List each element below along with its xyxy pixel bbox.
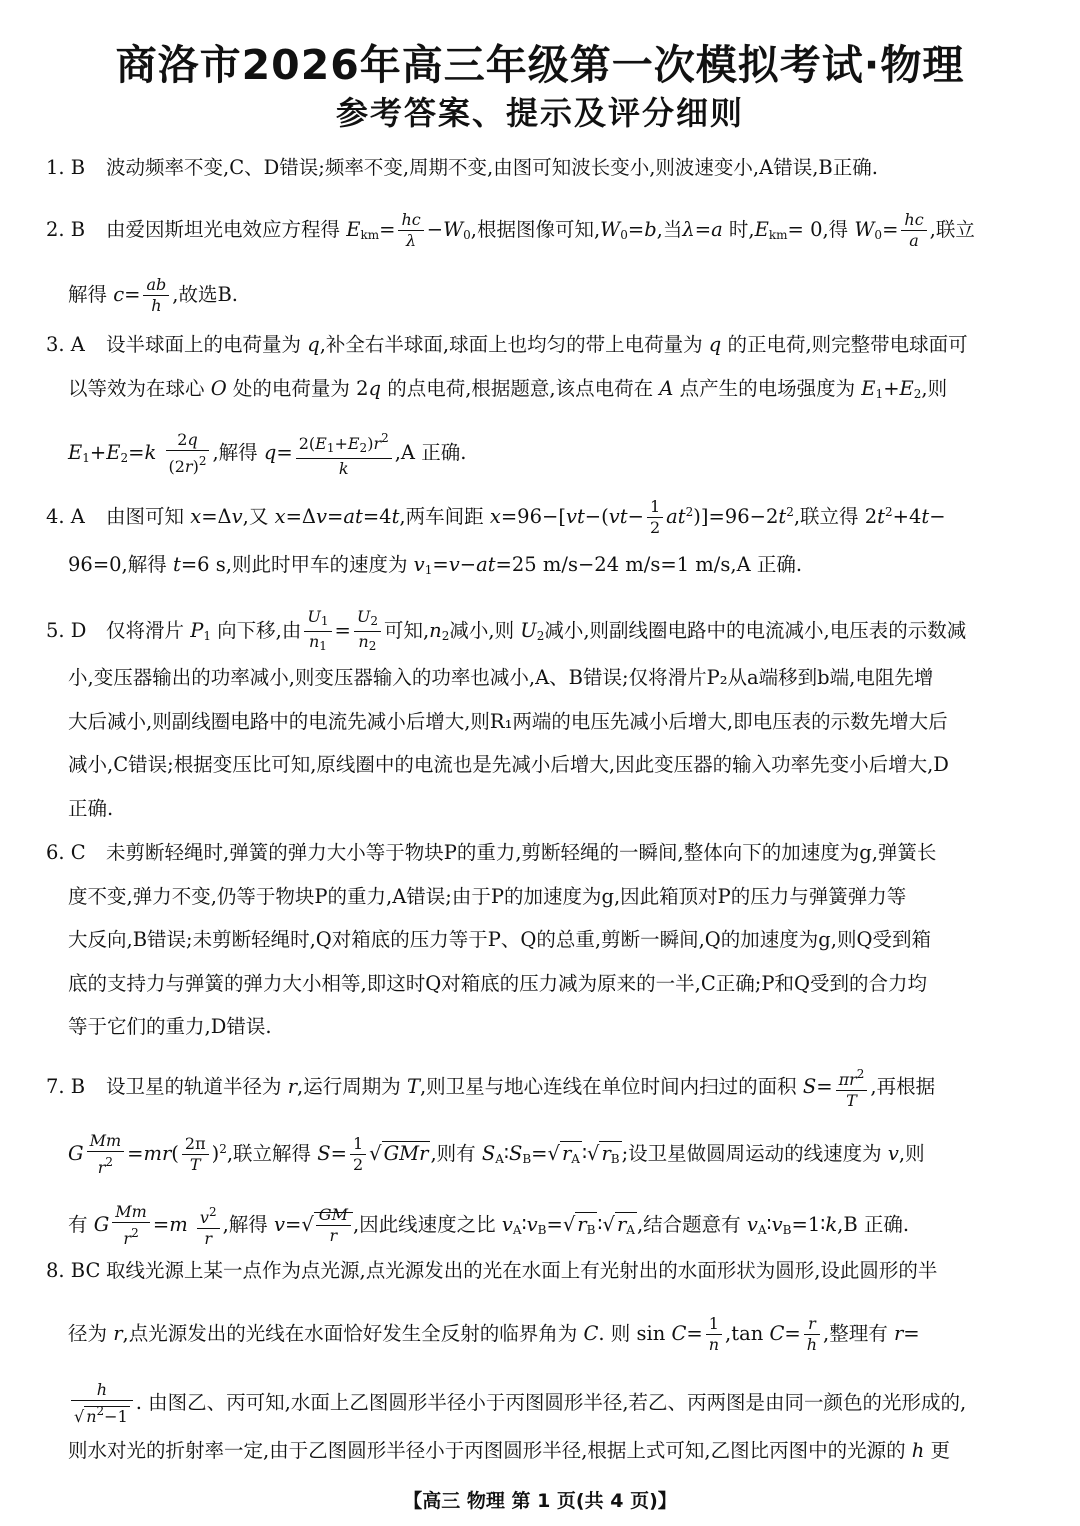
answer-5-line-5: 正确. [68, 797, 114, 820]
answer-5-line-1-render: 仅将滑片 $P_1$ 向下移,由 $\frac{U_1}{n_1}$ = $\frac{U_2}{n_2}$ 可知$,n_2$减小,则 $U_2$减小,则副线圈电路中的电流减小,电压表的示数减 [106, 607, 967, 653]
answer-3-line-2 [68, 376, 947, 407]
answer-5-line-2: 小,变压器输出的功率减小,则变压器输入的功率也减小,A、B错误;仅将滑片P₂从a端移到b端,电阻先增 [68, 666, 934, 689]
answer-number: 7. B [46, 1075, 86, 1098]
answer-3-line-1-render: 设半球面上的电荷量为 q,补全右半球面,球面上也均匀的带上电荷量为 q 的正电荷,则完整带电球面可 [106, 333, 968, 356]
page-footer: 【高三 物理 第 1 页(共 4 页)】 [403, 1490, 677, 1512]
answer-5-line-3: 大后减小,则副线圈电路中的电流先减小后增大,则R₁两端的电压先减小后增大,即电压表的示数先增大后 [68, 710, 948, 733]
answer-2 [46, 210, 975, 251]
answer-3-line-2-render: 以等效为在球心 O 处的电荷量为 2q 的点电荷,根据题意,该点电荷在 A 点产生的电场强度为 $E_1+E_2$,则 [68, 377, 948, 401]
answer-3-line-3-render: $E_1+E_2=k$ $\frac{2q}{(2r)^2}$ ,解得 q= $\frac{2(E_1+E_2)r^2}{k}$ ,A 正确. [68, 430, 467, 478]
answer-7-line-2-render: G $\frac{Mm}{r^2}$ =mr( $\frac{2\pi}{T}$ )$^2$,联立解得 S= $\frac{1}{2}$ √ GMr ,则有 $S_A∶S_B=√$ $r_A$ ∶√ $r_B$ ;设卫星做圆周运动的线速度为 v,则 [68, 1131, 925, 1177]
answer-number: 2. B [46, 218, 86, 241]
answer-1-line-1-render: 波动频率不变,C、D错误;频率不变,周期不变,由图可知波长变小,则波速变小,A错误,B正确. [106, 156, 878, 179]
answer-7-line-3 [68, 1202, 909, 1249]
answer-8-line-2-render: 径为 r,点光源发出的光线在水面恰好发生全反射的临界角为 C. 则 sin C= $\frac{1}{n}$ ,tan C= $\frac{r}{h}$ ,整理有 r= [68, 1314, 920, 1354]
answer-4-line-2-render: 96=0,解得 t=6 s,则此时甲车的速度为 $v_1=v-at=25$ m/s−24 m/s=1 m/s,A 正确. [68, 553, 803, 577]
page-title: 商洛市2026年高三年级第一次模拟考试·物理 [115, 41, 965, 89]
answer-number: 4. A [46, 505, 85, 528]
answer-number: 5. D [46, 619, 87, 642]
answer-1 [46, 155, 878, 181]
answer-2-line-2 [68, 275, 238, 316]
answer-6-line-5: 等于它们的重力,D错误. [68, 1015, 272, 1038]
page-subtitle: 参考答案、提示及评分细则 [335, 94, 744, 132]
answer-5-line-4: 减小,C错误;根据变压比可知,原线圈中的电流也是先减小后增大,因此变压器的输入功率先变小后增大,D [68, 753, 949, 776]
answer-8-line-4 [68, 1438, 950, 1464]
answer-7-line-1-render: 设卫星的轨道半径为 r,运行周期为 T,则卫星与地心连线在单位时间内扫过的面积 S= $\frac{\pi r^2}{T}$ ,再根据 [106, 1075, 935, 1098]
answer-number: 8. BC [46, 1259, 101, 1282]
answer-number: 3. A [46, 333, 85, 356]
answer-7 [46, 1064, 935, 1111]
answer-8-line-1: 取线光源上某一点作为点光源,点光源发出的光在水面上有光射出的水面形状为圆形,设此圆形的半 [106, 1259, 938, 1282]
answer-number: 6. C [46, 841, 86, 864]
answer-8-line-2 [68, 1314, 920, 1355]
answer-6-line-4: 底的支持力与弹簧的弹力大小相等,即这时Q对箱底的压力减为原来的一半,C正确;P和Q受到的合力均 [68, 972, 927, 995]
answer-6-line-1: 未剪断轻绳时,弹簧的弹力大小等于物块P的重力,剪断轻绳的一瞬间,整体向下的加速度为g,弹簧长 [106, 841, 937, 864]
answer-7-line-3-render: 有 G $\frac{Mm}{r^2}$ =m $\frac{v^2}{r}$ ,解得 v=√ $\frac{GM}{r}$ ,因此线速度之比 $v_A∶v_B=√$ $r_B$ ∶√ $r_A$ ,结合题意有 $v_A∶v_B=1∶k,B$ 正确. [68, 1202, 910, 1248]
answer-8-line-3-render: $\frac{h}{√ n^2-1}$ . 由图乙、丙可知,水面上乙图圆形半径小于丙图圆形半径,若乙、丙两图是由同一颜色的光形成的, [68, 1391, 966, 1414]
answer-3 [46, 332, 968, 358]
answer-4-line-2 [68, 552, 802, 583]
answer-2-line-2-render: 解得 c= $\frac{ab}{h}$ ,故选B. [68, 275, 238, 315]
answer-6-line-2: 度不变,弹力不变,仍等于物块P的重力,A错误;由于P的加速度为g,因此箱顶对P的压力与弹簧弹力等 [68, 885, 907, 908]
answer-3-line-3 [68, 428, 466, 479]
answer-8-line-4-render: 则水对光的折射率一定,由于乙图圆形半径小于丙图圆形半径,根据上式可知,乙图比丙图中的光源的 h 更 [68, 1439, 951, 1462]
answer-6 [46, 840, 936, 866]
answer-7-line-2 [68, 1131, 925, 1178]
answer-number: 1. B [46, 156, 86, 179]
answer-6-line-3: 大反向,B错误;未剪断轻绳时,Q对箱底的压力等于P、Q的总重,剪断一瞬间,Q的加速度为g,则Q受到箱 [68, 928, 931, 951]
answer-8 [46, 1258, 937, 1284]
answer-4 [46, 497, 946, 538]
answer-8-line-3 [68, 1380, 966, 1427]
answer-2-line-1-render: 由爱因斯坦光电效应方程得 $E_{km}=$ $\frac{hc}{\lambda}$ $-W_0$,根据图像可知$,W_0=b$,当λ=a 时$,E_{km}= 0$,得 $W_0=$ $\frac{hc}{a}$ ,联立 [106, 210, 975, 250]
answer-4-line-1-render: 由图可知 x=Δv,又 x=Δv=at=4t,两车间距 x=96−[vt−(vt− $\frac{1}{2}$ $at^2)]=96-2t^2$,联立得 $2t^2+4t-$ [106, 497, 946, 537]
answer-5 [46, 607, 966, 656]
